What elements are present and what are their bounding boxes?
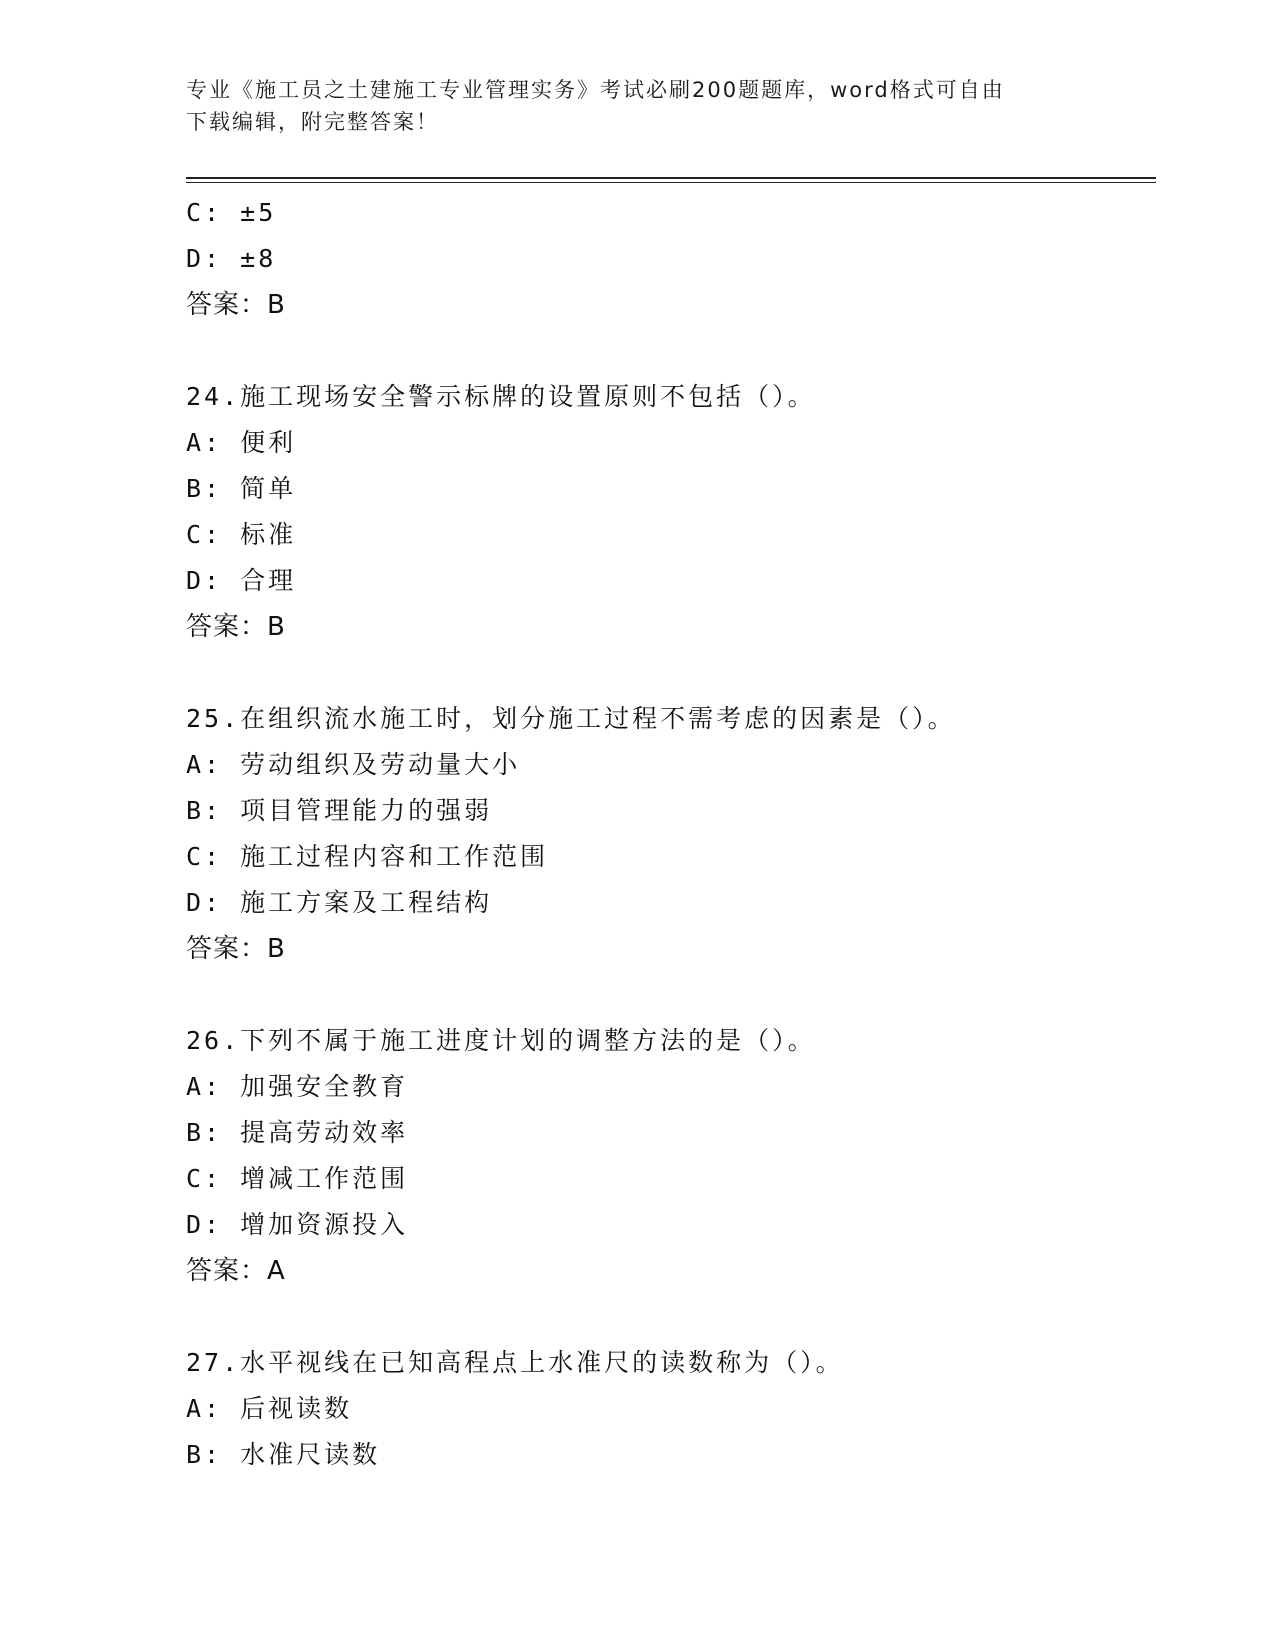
question-27	[186, 1340, 1136, 1478]
question-24	[186, 374, 1136, 650]
answer-line: 答案：A	[186, 1256, 286, 1286]
option-b: B: 简单	[186, 474, 297, 503]
answer-line: 答案：B	[186, 612, 286, 642]
header-divider-thick	[186, 177, 1156, 179]
document-header	[186, 74, 1086, 138]
option-c: C: 施工过程内容和工作范围	[186, 842, 549, 871]
question-stem: 24.施工现场安全警示标牌的设置原则不包括（）。	[186, 382, 816, 411]
question-list	[186, 190, 1136, 1478]
option-b: B: 水准尺读数	[186, 1440, 381, 1469]
option-a: A: 加强安全教育	[186, 1072, 409, 1101]
question-stem: 26.下列不属于施工进度计划的调整方法的是（）。	[186, 1026, 816, 1055]
option-d: D: ±8	[186, 244, 277, 273]
option-b: B: 提高劳动效率	[186, 1118, 409, 1147]
option-b: B: 项目管理能力的强弱	[186, 796, 493, 825]
option-a: A: 劳动组织及劳动量大小	[186, 750, 521, 779]
answer-line: 答案：B	[186, 290, 286, 320]
question-23-partial	[186, 190, 1136, 328]
option-c: C: 增减工作范围	[186, 1164, 409, 1193]
option-a: A: 后视读数	[186, 1394, 353, 1423]
option-d: D: 增加资源投入	[186, 1210, 409, 1239]
question-25	[186, 696, 1136, 972]
question-stem: 25.在组织流水施工时，划分施工过程不需考虑的因素是（）。	[186, 704, 956, 733]
option-c: C: 标准	[186, 520, 297, 549]
option-d: D: 合理	[186, 566, 297, 595]
question-26	[186, 1018, 1136, 1294]
option-d: D: 施工方案及工程结构	[186, 888, 493, 917]
option-c: C: ±5	[186, 198, 277, 227]
header-line-2: 下载编辑，附完整答案！	[186, 110, 439, 134]
header-line-1: 专业《施工员之土建施工专业管理实务》考试必刷200题题库，word格式可自由	[186, 78, 1005, 102]
question-stem: 27.水平视线在已知高程点上水准尺的读数称为（）。	[186, 1348, 844, 1377]
answer-line: 答案：B	[186, 934, 286, 964]
option-a: A: 便利	[186, 428, 297, 457]
header-divider-thin	[186, 182, 1156, 183]
